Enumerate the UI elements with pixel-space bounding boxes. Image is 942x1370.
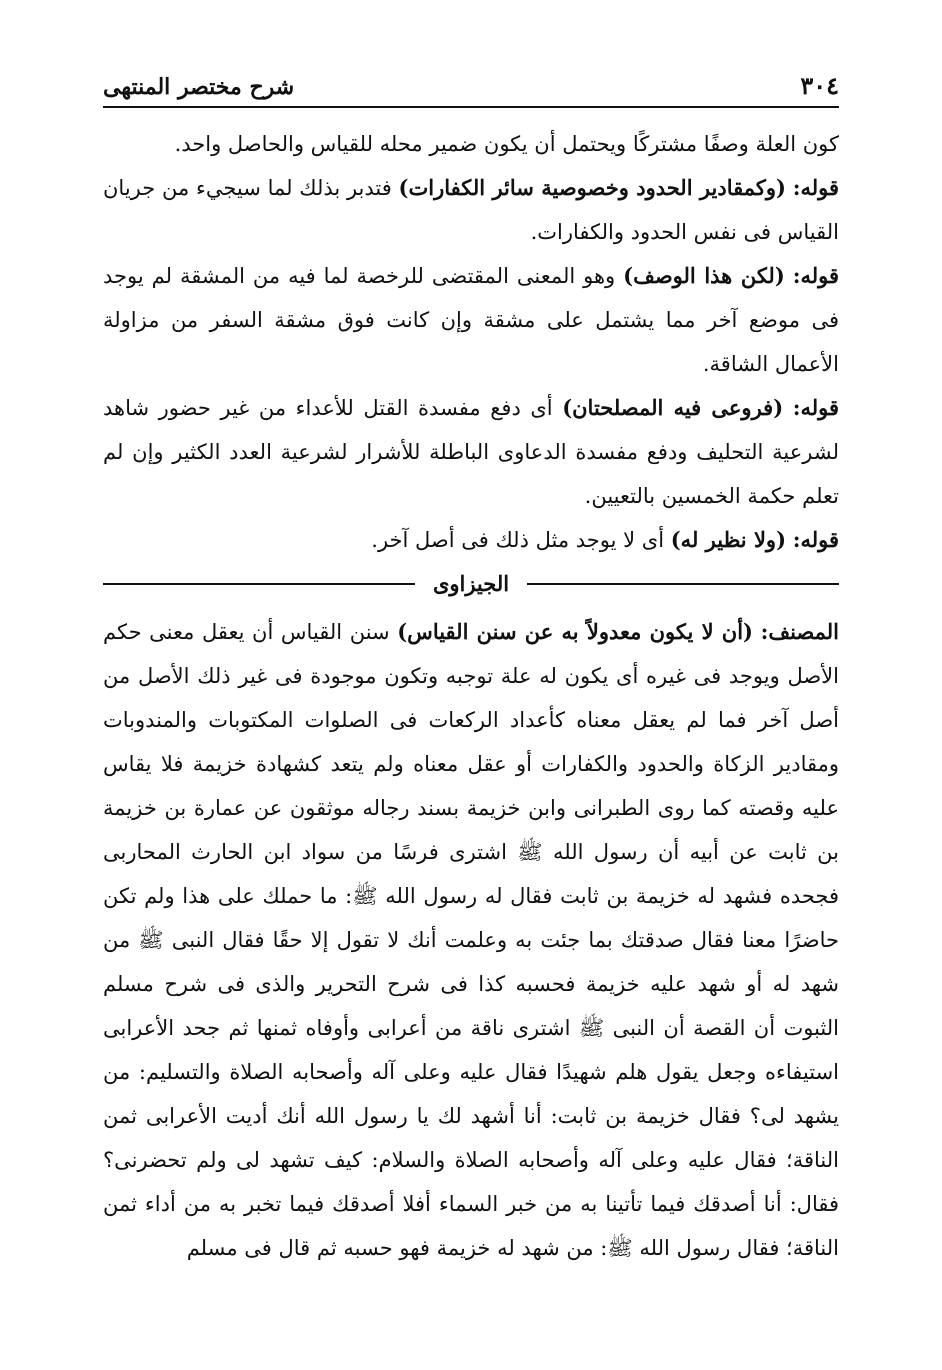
quoted-phrase: (أن لا يكون معدولاً به عن سنن القياس) <box>397 619 753 644</box>
body-text <box>103 122 839 1270</box>
running-title: شرح مختصر المنتهى <box>103 74 295 100</box>
commentary-paragraph <box>103 386 839 518</box>
paragraph-text: سنن القياس أن يعقل معنى حكم الأصل ويوجد فى غيره أى يكون له علة توجبه وتكون موجودة فى غير ذلك الأصل من أصل آخر فما لم يعقل معناه كأعداد الركعات فى الصلوات المكتوبات والمندوبات ومقادير الزكاة والحدود والكفارات أو عقل معناه ولم يتعد كشهادة خزيمة فلا يقاس عليه وقصته كما روى الطبرانى وابن خزيمة بسند رجاله موثقون عن عمارة بن خزيمة بن ثابت عن أبيه أن رسول الله ﷺ اشترى فرسًا من سواد ابن الحارث المحاربى فجحده فشهد له خزيمة بن ثابت فقال له رسول الله ﷺ: ما حملك على هذا ولم تكن حاضرًا معنا فقال صدقتك بما جئت به وعلمت أنك لا تقول إلا حقًا فقال النبى ﷺ من شهد له أو شهد عليه خزيمة فحسبه كذا فى شرح التحرير والذى فى شرح مسلم الثبوت أن القصة أن النبى ﷺ اشترى ناقة من أعرابى وأوفاه ثمنها ثم جحد الأعرابى استيفاءه وجعل يقول هلم شهيدًا فقال عليه وعلى آله وأصحابه الصلاة والتسليم: من يشهد لى؟ فقال خزيمة بن ثابت: أنا أشهد لك يا رسول الله أنك أديت الأعرابى ثمن الناقة؛ فقال عليه وعلى آله وأصحابه الصلاة والسلام: كيف تشهد لى ولم تحضرنى؟ فقال: أنا أصدقك فيما تأتينا به من خبر السماء أفلا أصدقك فيما تخبر به من أداء ثمن الناقة؛ فقال رسول الله ﷺ: من شهد له خزيمة فهو حسبه ثم قال فى مسلم <box>103 620 839 1260</box>
paragraph-text: فتدبر بذلك لما سيجيء من جريان القياس فى نفس الحدود والكفارات. <box>103 176 839 244</box>
separator-line <box>103 583 415 585</box>
quoted-phrase: (ولا نظير له) <box>670 527 787 552</box>
page-number: ٣٠٤ <box>800 71 839 100</box>
paragraph-continuation: كون العلة وصفًا مشتركًا ويحتمل أن يكون ضمير محله للقياس والحاصل واحد. <box>174 132 839 156</box>
paragraph-text: أى دفع مفسدة القتل للأعداء من غير حضور شاهد لشرعية التحليف ودفع مفسدة الدعاوى الباطلة للأشرار لشرعية العدد الكثير وإن لم تعلم حكمة الخمسين بالتعيين. <box>103 396 839 508</box>
page-header <box>103 64 839 108</box>
section-separator <box>103 564 839 604</box>
paragraph-text: أى لا يوجد مثل ذلك فى أصل آخر. <box>371 528 671 552</box>
quoted-phrase: (لكن هذا الوصف) <box>623 263 785 288</box>
paragraph-label: المصنف: <box>760 619 839 644</box>
author-paragraph <box>103 610 839 1270</box>
paragraph-label: قوله: <box>792 527 839 552</box>
commentary-paragraph <box>103 518 839 562</box>
commentary-paragraph <box>103 254 839 386</box>
commentary-paragraph <box>103 166 839 254</box>
quoted-phrase: (وكمقادير الحدود وخصوصية سائر الكفارات) <box>398 175 786 200</box>
quoted-phrase: (فروعى فيه المصلحتان) <box>562 395 784 420</box>
paragraph-label: قوله: <box>792 175 839 200</box>
paragraph-label: قوله: <box>792 263 840 288</box>
separator-line <box>527 583 839 585</box>
paragraph-label: قوله: <box>792 395 839 420</box>
section-title: الجيزاوى <box>432 571 510 596</box>
paragraph-text: وهو المعنى المقتضى للرخصة لما فيه من المشقة لم يوجد فى موضع آخر مما يشتمل على مشقة وإن كانت فوق مشقة السفر من مزاولة الأعمال الشاقة. <box>103 264 839 376</box>
